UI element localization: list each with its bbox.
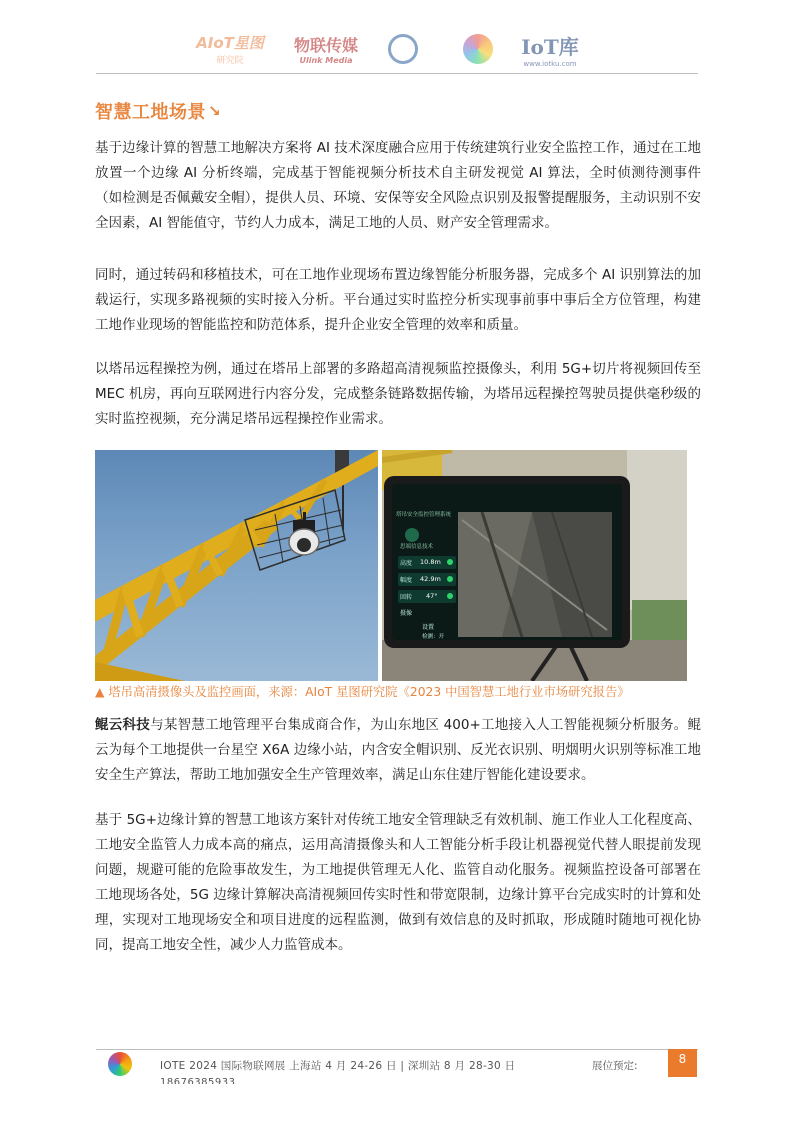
iotku-logo-subtext: www.iotku.com: [523, 59, 577, 68]
footer-event-info: IOTE 2024 国际物联网展 上海站 4 月 24-26 日 | 深圳站 8 月 28-30 日: [160, 1060, 516, 1072]
page-number: 8: [668, 1049, 697, 1077]
reading-radius-label: 幅度: [400, 577, 413, 584]
aiot-logo-text: AIoT星图: [196, 34, 264, 52]
paragraph-crane-example: 以塔吊远程操控为例，通过在塔吊上部署的多路超高清视频监控摄像头，利用 5G+切片将视频回传至 MEC 机房，再向互联网进行内容分发，完成整条链路数据传输，为塔吊远程操控驾驶员提供毫秒级的实时监控视频，充分满足塔吊远程操控作业需求。: [95, 361, 701, 427]
screen-camera-label: 摄像: [400, 610, 413, 617]
reading-slew-label: 回转: [400, 594, 413, 601]
paragraph-edge-ai-solution: 基于边缘计算的智慧工地解决方案将 AI 技术深度融合应用于传统建筑行业安全监控工作，通过在工地放置一个边缘 AI 分析终端，完成基于智能视频分析技术自主研发视觉 AI 算法，全时侦测待测事件（如检测是否佩戴安全帽），提供人员、环境、安保等安全风险点识别及报警提醒服务，主动识别不安全因素，AI 智能值守，节约人力成本，满足工地的人员、财产安全管理需求。: [95, 140, 701, 231]
crane-illustration: [95, 450, 378, 681]
reading-height-value: 10.8m: [420, 558, 441, 566]
screen-system-title: 塔吊安全监控管理系统: [396, 512, 452, 518]
arrow-down-right-icon: ↘: [208, 102, 222, 120]
crane-monitor-photo: [382, 450, 687, 681]
footer-divider: [96, 1049, 698, 1050]
reading-slew-value: 47°: [426, 592, 438, 600]
ulink-logo-text: 物联传媒: [293, 36, 358, 55]
reading-height-label: 高度: [400, 560, 413, 567]
screen-setting-button: 设置: [422, 624, 435, 631]
paragraph-kunyun-case: [95, 713, 701, 788]
ulink-media-logo: [285, 28, 367, 70]
ulink-logo-subtext: Ulink Media: [299, 56, 353, 65]
iotku-logo: [515, 28, 585, 70]
reading-radius-value: 42.9m: [420, 575, 441, 583]
aiot-logo: [190, 28, 270, 70]
page-header: [0, 28, 794, 74]
company-name-kunyun: 鲲云科技: [95, 717, 151, 733]
iote-logo: [458, 28, 498, 70]
iote-footer-icon: [108, 1052, 132, 1076]
partner-seal-icon: [388, 34, 418, 64]
aiot-logo-subtext: 研究院: [216, 56, 244, 66]
paragraph-kunyun-body: 与某智慧工地管理平台集成商合作，为山东地区 400+工地接入人工智能视频分析服务。鲲云为每个工地提供一台星空 X6A 边缘小站，内含安全帽识别、反光衣识别、明烟明火识别等标准工地安全生产算法，帮助工地加强安全生产管理效率，满足山东住建厅智能化建设要求。: [95, 717, 701, 783]
footer-booth-label: 展位预定:: [592, 1060, 638, 1072]
crane-camera-photo: [95, 450, 378, 681]
figure-caption: ▲ 塔吊高清摄像头及监控画面，来源：AIoT 星图研究院《2023 中国智慧工地行业市场研究报告》: [95, 685, 630, 699]
iotku-logo-text: IoT库: [521, 34, 579, 59]
screen-brand: 思端信息技术: [400, 544, 434, 550]
paragraph-5g-edge-solution: 基于 5G+边缘计算的智慧工地该方案针对传统工地安全管理缺乏有效机制、施工作业人工化程度高、工地安全监管人力成本高的痛点，运用高清摄像头和人工智能分析手段让机器视觉代替人眼提前发现问题，规避可能的危险事故发生，为工地提供管理无人化、监管自动化服务。视频监控设备可部署在工地现场各处，5G 边缘计算解决高清视频回传实时性和带宽限制，边缘计算平台完成实时的计算和处理，实现对工地现场安全和项目进度的远程监测，做到有效信息的及时抓取，形成随时随地可视化协同，提高工地安全性，减少人力监管成本。: [95, 812, 701, 953]
iote-emblem-icon: [463, 34, 493, 64]
header-divider: [96, 73, 698, 74]
section-title-text: 智慧工地场景: [95, 102, 206, 123]
footer-phone: 18676385933: [160, 1077, 236, 1084]
partner-seal-logo: [383, 28, 423, 70]
paragraph-transcoding: 同时，通过转码和移植技术，可在工地作业现场布置边缘智能分析服务器，完成多个 AI 识别算法的加载运行，实现多路视频的实时接入分析。平台通过实时监控分析实现事前事中事后全方位管理，构建工地作业现场的智能监控和防范体系，提升企业安全管理的效率和质量。: [95, 267, 701, 333]
section-title: [95, 98, 221, 124]
screen-status-text: 检测：开: [422, 634, 445, 640]
